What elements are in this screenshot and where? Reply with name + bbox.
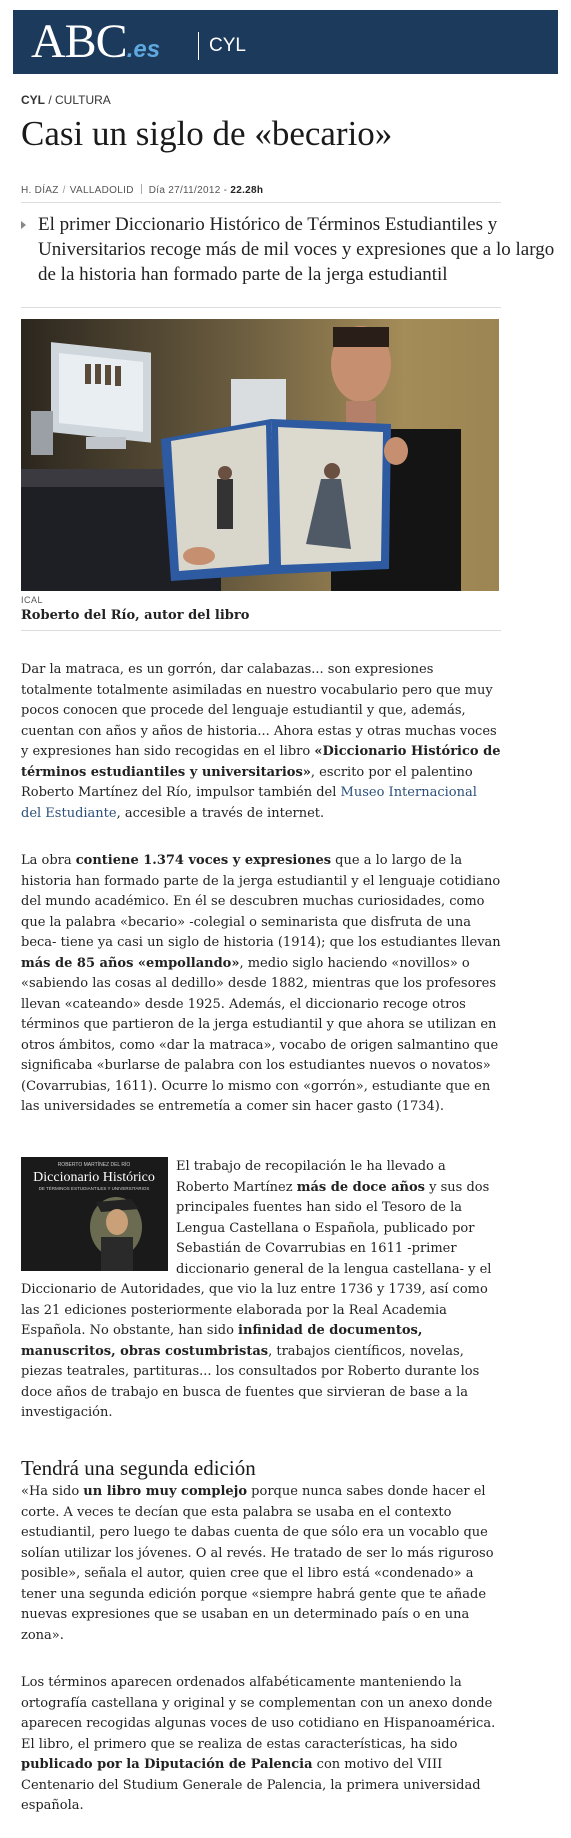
p1-text-a: Dar la matraca, es un gorrón, dar calabazas... son expresiones totalmente totalmente asimiladas en nuestro vocabulario pero que muy pocos conocen que procede del lenguaje estudiantil y que, además, cuentan con años y años de historia... Ahora estas y otras muchas voces y expresiones han sido recogidas en el libro <box>21 662 497 759</box>
article-summary <box>21 212 556 287</box>
paragraph-3 <box>21 1157 501 1424</box>
p2-text-c: , medio siglo haciendo «novillos» o «sabiendo las cosas al dedillo» desde 1882, mientras que los profesores llevan «cateando» desde 1925. Además, el diccionario recoge otros términos que partieron de la jerga estudiantil y que ahora se utilizan en otros ámbitos, como «dar la matraca», vocabo de origen salmantino que significaba «burlarse de palabra con los estudiantes nuevos o novatos» (Covarrubias, 1611). Ocurre lo mismo con «gorrón», estudiante que en las universidades se entremetía a comer sin hacer gasto (1734). <box>21 955 499 1114</box>
header-divider <box>198 32 199 60</box>
p1-bold-a: «Diccionario Histórico de términos estudiantiles y universitarios» <box>21 744 501 780</box>
p4-bold-a: un libro muy complejo <box>83 1484 248 1499</box>
p3-bold-b: infinidad de documentos, manuscritos, obras costumbristas <box>21 1323 423 1359</box>
breadcrumb-separator: / <box>45 93 56 107</box>
photo-credit: ICAL <box>21 595 44 605</box>
author[interactable]: H. DÍAZ <box>21 185 59 196</box>
time: 22.28h <box>230 185 264 196</box>
summary-arrow-icon <box>21 221 26 229</box>
p1-text-c: , accesible a través de internet. <box>116 805 325 821</box>
header-section-link[interactable]: CYL <box>209 35 246 56</box>
p3-bold-a: más de doce años <box>296 1179 425 1195</box>
breadcrumb-subsection[interactable]: CULTURA <box>55 93 111 107</box>
article-title: Casi un siglo de «becario» <box>21 114 393 153</box>
summary-rule <box>21 307 501 308</box>
logo-main: ABC <box>31 15 127 68</box>
museo-link[interactable]: Museo Internacional del Estudiante <box>21 785 477 821</box>
photo-illustration <box>21 319 499 591</box>
p3-text-c: , trabajos científicos, novelas, piezas teatrales, partituras... los consultados por Roberto durante los doce años de trabajo en busca de fuentes que sirvieran de base a la investigación. <box>21 1343 480 1420</box>
article-meta: H. DÍAZ / VALLADOLID Día 27/11/2012 - 22.28h <box>21 185 264 196</box>
paragraph-5 <box>21 1673 501 1817</box>
p5-bold-a: publicado por la Diputación de Palencia <box>21 1757 313 1772</box>
section-subheading: Tendrá una segunda edición <box>21 1456 256 1480</box>
p1-text-b: , escrito por el palentino Roberto Martínez del Río, impulsor también del <box>21 764 473 800</box>
summary-text: El primer Diccionario Histórico de Términos Estudiantiles y Universitarios recoge más de mil voces y expresiones que a lo largo de la historia han formado parte de la jerga estudiantil <box>38 214 555 285</box>
book-cover-title: Diccionario Histórico <box>33 1170 155 1185</box>
p3-text-b: y sus dos principales fuentes han sido el Tesoro de la Lengua Castellana o Española, publicado por Sebastián de Covarrubias en 1611 -primer diccionario general de la lengua castellana- y el Diccionario de Autoridades, que vio la luz entre 1736 y 1739, así como las 21 ediciones posteriormente elaborada por la Real Academia Española. No obstante, han sido <box>21 1179 492 1338</box>
photo-caption: Roberto del Río, autor del libro <box>21 608 250 623</box>
meta-divider <box>141 184 142 194</box>
p2-bold-a: contiene 1.374 voces y expresiones <box>75 853 332 868</box>
paragraph-4 <box>21 1482 501 1646</box>
breadcrumb-section[interactable]: CYL <box>21 93 45 107</box>
paragraph-1 <box>21 660 501 824</box>
p2-text-b: que a lo largo de la historia han formado parte de la jerga estudiantil y el lenguaje cotidiano del mundo académico. En él se descubren muchas curiosidades, como que la palabra «becario» -colegial o seminarista que disfruta de una beca- tiene ya casi un siglo de historia (1914); que los estudiantes llevan <box>21 853 501 950</box>
main-photo[interactable] <box>21 319 499 591</box>
paragraph-2 <box>21 851 501 1118</box>
p3-text-a: El trabajo de recopilación le ha llevado a Roberto Martínez <box>176 1159 446 1195</box>
site-logo[interactable] <box>31 16 160 76</box>
book-cover-author: ROBERTO MARTÍNEZ DEL RÍO <box>57 1162 131 1168</box>
p2-text-a: La obra <box>21 853 76 868</box>
location: VALLADOLID <box>69 185 134 196</box>
caption-rule <box>21 630 501 631</box>
p5-text-b: con motivo del VIII Centenario del Studium Generale de Palencia, la primera universidad española. <box>21 1757 481 1813</box>
site-header <box>13 10 558 74</box>
logo-suffix: .es <box>126 36 161 63</box>
p5-text-a: Los términos aparecen ordenados alfabéticamente manteniendo la ortografía castellana y original y se complementan con un anexo donde aparecen recogidas algunas voces de uso cotidiano en Hispanoamérica. El libro, el primero que se realiza de estas características, ha sido <box>21 1675 496 1752</box>
p4-text-a: «Ha sido <box>21 1484 84 1499</box>
image-float-spacer <box>21 1157 176 1275</box>
date-label: Día 27/11/2012 - <box>148 185 231 196</box>
book-cover-subtitle: DE TÉRMINOS ESTUDIANTILES Y UNIVERSITARIOS <box>38 1186 150 1191</box>
breadcrumb <box>21 93 111 107</box>
p4-text-b: porque nunca sabes donde hacer el corte. A veces te decían que esta palabra se usaba en el contexto estudiantil, pero luego te dabas cuenta de que sólo era un vocablo que solían utilizar los jóvenes. O al revés. He tratado de ser lo más riguroso posible», señala el autor, quien cree que el libro está «condenado» a tener una segunda edición porque «siempre habrá gente que te añade nuevas expresiones que se usaban en un determinado país o en una zona». <box>21 1484 494 1643</box>
p2-bold-b: más de 85 años «empollando» <box>21 955 240 971</box>
meta-rule <box>21 202 501 203</box>
